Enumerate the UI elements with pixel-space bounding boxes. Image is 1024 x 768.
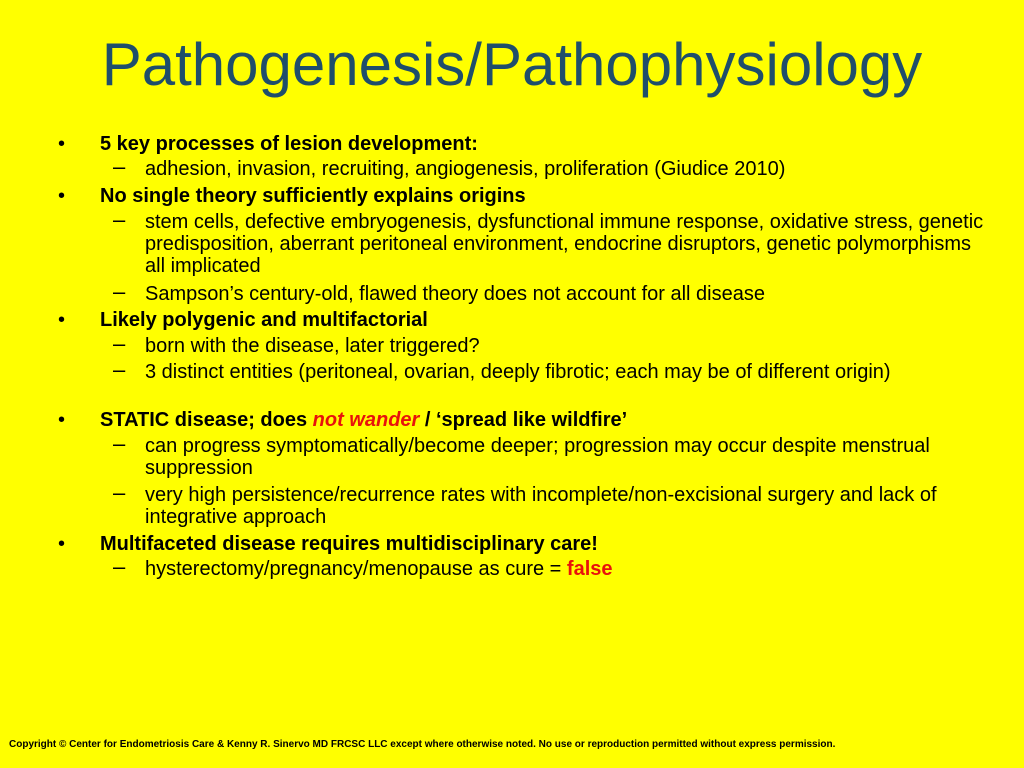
bullet-item (58, 185, 980, 207)
sub-item (113, 554, 985, 580)
dash-icon: – (113, 431, 126, 456)
dash-icon: – (113, 480, 126, 505)
bullet-icon: • (58, 533, 66, 555)
sub-text: 3 distinct entities (peritoneal, ovarian, deeply fibrotic; each may be of different origin) (145, 361, 891, 383)
dash-icon: – (113, 154, 126, 179)
copyright-footer: Copyright © Center for Endometriosis Care & Kenny R. Sinervo MD FRCSC LLC except where otherwise noted. No use or reproduction permitted without express permission. (9, 739, 836, 750)
dash-icon: – (113, 279, 126, 304)
sub-item (113, 357, 985, 383)
dash-icon: – (113, 554, 126, 579)
bullet-item (58, 533, 980, 555)
sub-text: stem cells, defective embryogenesis, dysfunctional immune response, oxidative stress, genetic predisposition, aberrant peritoneal environment, endocrine disruptors, genetic polymorphisms all implicated (145, 211, 984, 277)
bullet-icon: • (58, 309, 66, 331)
bullet-text: No single theory sufficiently explains origins (100, 185, 526, 207)
sub-text: hysterectomy/pregnancy/menopause as cure = (145, 558, 567, 580)
slide-title: Pathogenesis/Pathophysiology (101, 31, 923, 98)
sub-text: adhesion, invasion, recruiting, angiogenesis, proliferation (Giudice 2010) (145, 158, 786, 180)
bullet-item (58, 133, 980, 155)
dash-icon: – (113, 357, 126, 382)
sub-text: can progress symptomatically/become deeper; progression may occur despite menstrual suppression (145, 435, 930, 479)
bullet-item (58, 309, 980, 331)
bullet-text-highlight: not wander (312, 409, 420, 431)
bullet-item (58, 409, 980, 431)
sub-text: Sampson’s century-old, flawed theory does not account for all disease (145, 283, 765, 305)
sub-item (113, 207, 985, 277)
sub-text-highlight: false (566, 558, 613, 580)
sub-item (113, 154, 985, 180)
sub-item (113, 331, 985, 357)
bullet-text: Multifaceted disease requires multidisciplinary care! (100, 533, 598, 555)
sub-text: born with the disease, later triggered? (145, 335, 480, 357)
bullet-text: 5 key processes of lesion development: (100, 133, 478, 155)
bullet-text-end: / ‘spread like wildfire’ (419, 409, 628, 431)
bullet-text: Likely polygenic and multifactorial (100, 309, 428, 331)
bullet-icon: • (58, 185, 66, 207)
sub-item (113, 431, 985, 479)
sub-item (113, 480, 985, 528)
bullet-icon: • (58, 409, 66, 431)
sub-item (113, 279, 985, 305)
sub-text: very high persistence/recurrence rates with incomplete/non-excisional surgery and lack of integrative approach (145, 484, 937, 528)
dash-icon: – (113, 331, 126, 356)
dash-icon: – (113, 207, 126, 232)
bullet-text-start: STATIC disease; does (100, 409, 313, 431)
bullet-icon: • (58, 133, 66, 155)
